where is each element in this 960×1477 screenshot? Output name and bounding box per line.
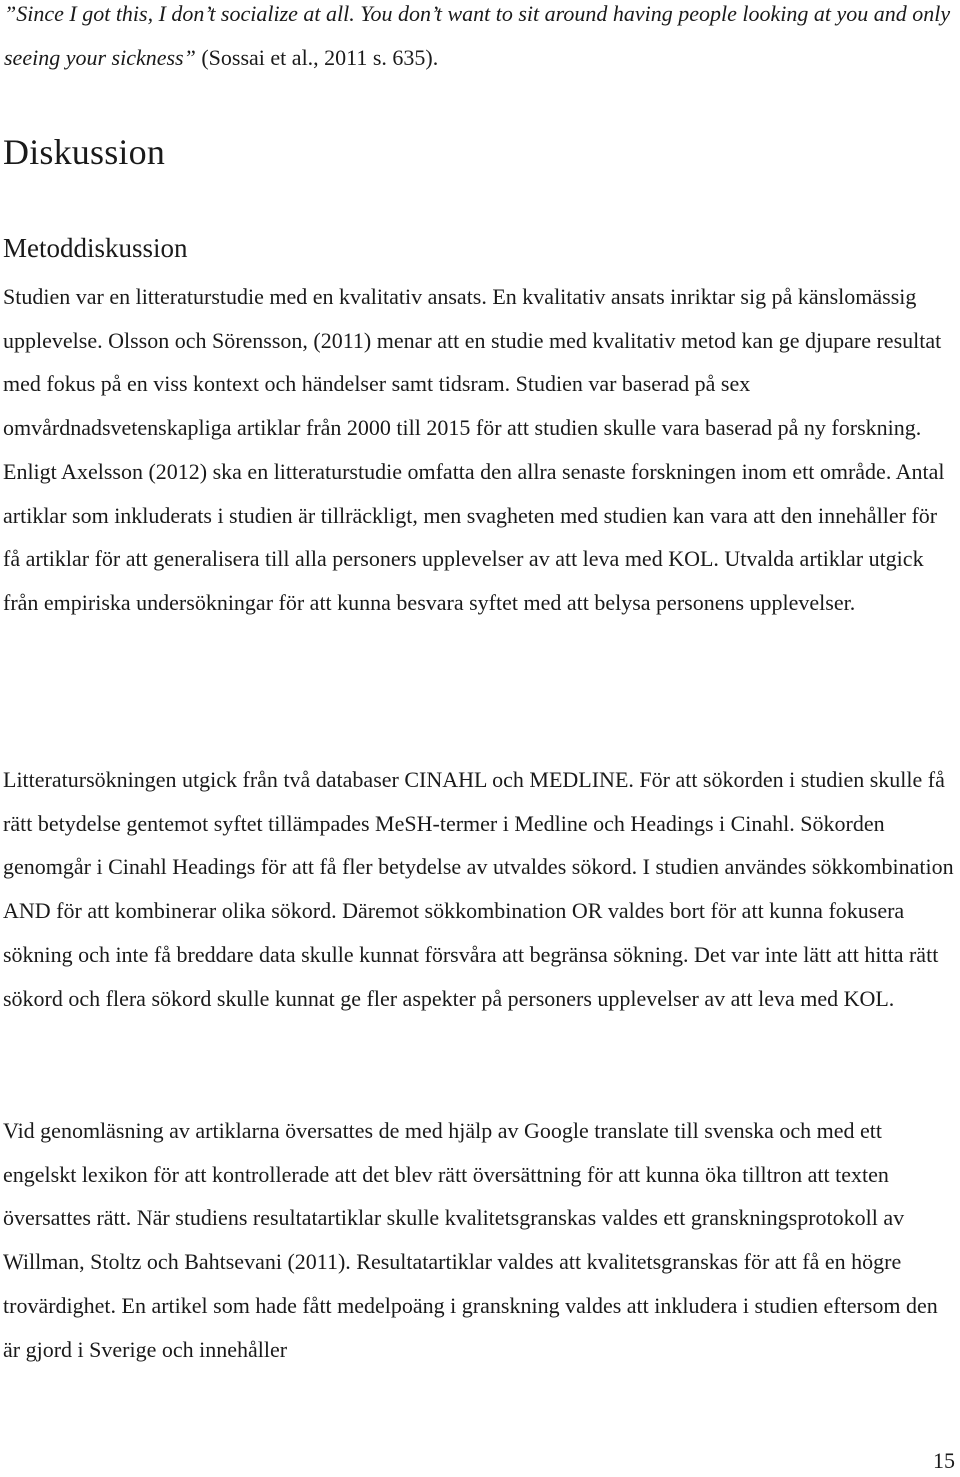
page-number: 15 (933, 1448, 955, 1473)
section-heading: Diskussion (3, 132, 166, 172)
paragraph-translation-quality: Vid genomläsning av artiklarna översattes de med hjälp av Google translate till svenska och med ett engelskt lexikon för att kontrollerade att det blev rätt översättning för att kunna öka tilltron att texten översattes rätt. När studiens resultatartiklar skulle kvalitetsgranskas valdes ett granskningsprotokoll av Willman, Stoltz och Bahtsevani (2011). Resultatartiklar valdes att kvalitetsgranskas för att få en högre trovärdighet. En artikel som hade fått medelpoäng i granskning valdes att inkludera i studien eftersom den är gjord i Sverige och innehåller (3, 1118, 938, 1362)
paragraph-literature-search: Litteratursökningen utgick från två databaser CINAHL och MEDLINE. För att sökorden i studien skulle få rätt betydelse gentemot syftet tillämpades MeSH-termer i Medline och Headings i Cinahl. Sökorden genomgår i Cinahl Headings för att få fler betydelse av utvaldes sökord. I studien användes sökkombination AND för att kombinerar olika sökord. Däremot sökkombination OR valdes bort för att kunna fokusera sökning och inte få breddare data skulle kunnat försvåra att begränsa sökning. Det var inte lätt att hitta rätt sökord och flera sökord skulle kunnat ge fler aspekter på personers upplevelser av att leva med KOL. (3, 767, 954, 1011)
quote-text: ”Since I got this, I don’t socialize at all. You don’t want to sit around having people looking at you and only seeing your sickness” (4, 1, 951, 70)
paragraph-method-approach: Studien var en litteraturstudie med en kvalitativ ansats. En kvalitativ ansats inriktar sig på känslomässig upplevelse. Olsson och Sörensson, (2011) menar att en studie med kvalitativ metod kan ge djupare resultat med fokus på en viss kontext och händelser samt tidsram. Studien var baserad på sex omvårdnadsvetenskapliga artiklar från 2000 till 2015 för att studien skulle vara baserad på ny forskning. Enligt Axelsson (2012) ska en litteraturstudie omfatta den allra senaste forskningen inom ett område. Antal artiklar som inkluderats i studien är tillräckligt, men svagheten med studien kan vara att den innehåller för få artiklar för att generalisera till alla personers upplevelser av att leva med KOL. Utvalda artiklar utgick från empiriska undersökningar för att kunna besvara syftet med att belysa personens upplevelser. (3, 284, 945, 615)
subsection-heading: Metoddiskussion (3, 233, 188, 263)
quote-citation: (Sossai et al., 2011 s. 635). (195, 45, 439, 70)
block-quote (4, 0, 954, 80)
